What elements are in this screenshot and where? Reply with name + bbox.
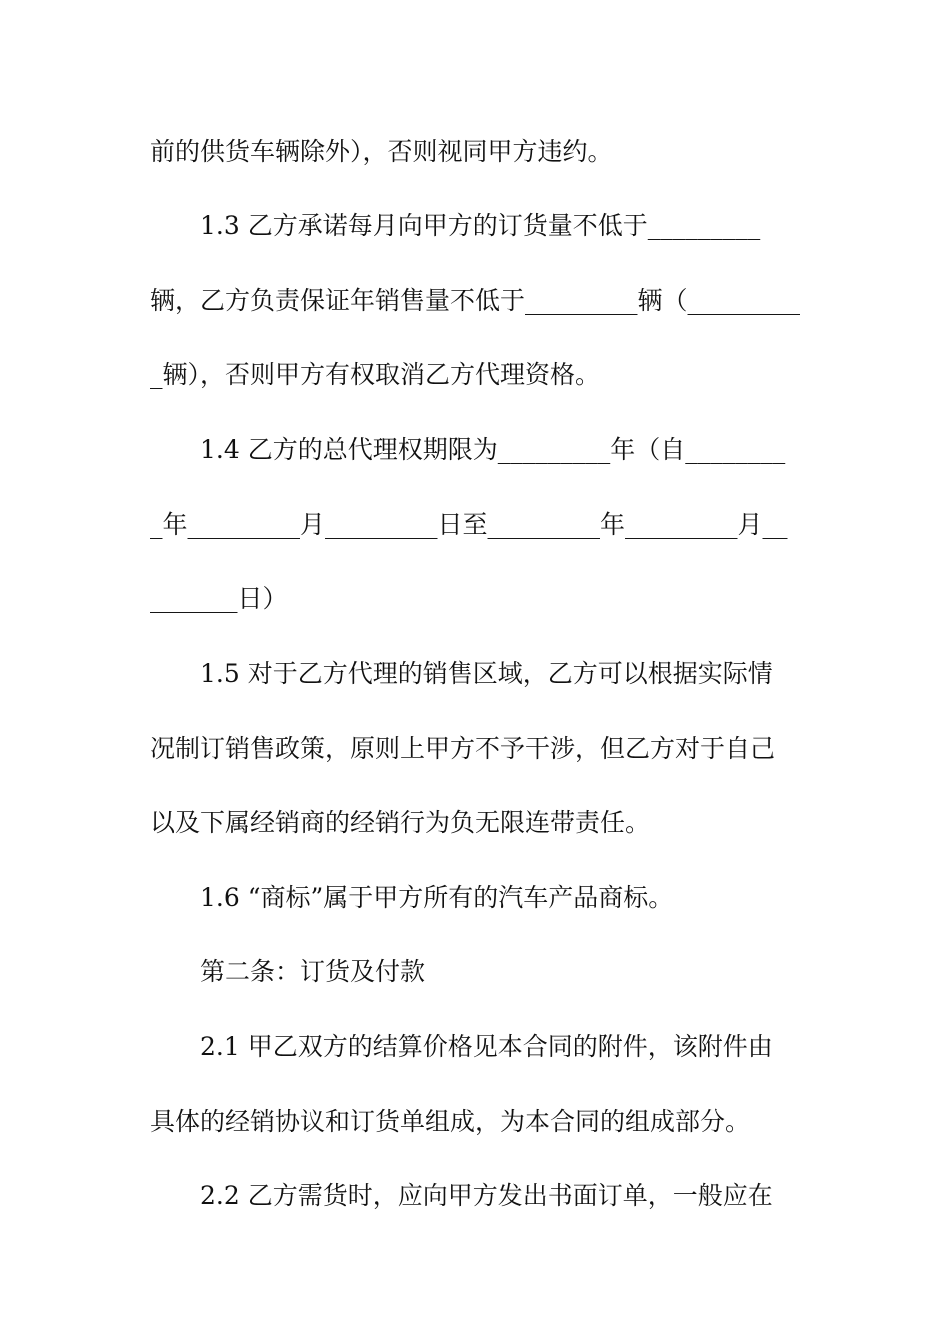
- paragraph-line-7: _______日）: [150, 584, 288, 613]
- section-heading: 第二条：订货及付款: [200, 957, 426, 986]
- paragraph-line-2: 1.3 乙方承诺每月向甲方的订货量不低于_________: [200, 211, 761, 240]
- paragraph-line-15: 2.2 乙方需货时，应向甲方发出书面订单，一般应在: [200, 1181, 773, 1210]
- paragraph-line-8: 1.5 对于乙方代理的销售区域，乙方可以根据实际情: [200, 659, 773, 688]
- paragraph-line-9: 况制订销售政策，原则上甲方不予干涉，但乙方对于自己: [150, 734, 776, 763]
- paragraph-line-5: 1.4 乙方的总代理权期限为_________年（自________: [200, 435, 786, 464]
- paragraph-line-11: 1.6 “商标”属于甲方所有的汽车产品商标。: [200, 883, 674, 912]
- paragraph-line-14: 具体的经销协议和订货单组成，为本合同的组成部分。: [150, 1107, 751, 1136]
- paragraph-line-10: 以及下属经销商的经销行为负无限连带责任。: [150, 808, 651, 837]
- paragraph-line-4: _辆），否则甲方有权取消乙方代理资格。: [150, 360, 601, 389]
- paragraph-line-1: 前的供货车辆除外），否则视同甲方违约。: [150, 137, 613, 166]
- paragraph-line-3: 辆，乙方负责保证年销售量不低于_________辆（_________: [150, 286, 801, 315]
- paragraph-line-6: _年_________月_________日至_________年_________月__: [150, 510, 788, 539]
- paragraph-line-13: 2.1 甲乙双方的结算价格见本合同的附件，该附件由: [200, 1032, 773, 1061]
